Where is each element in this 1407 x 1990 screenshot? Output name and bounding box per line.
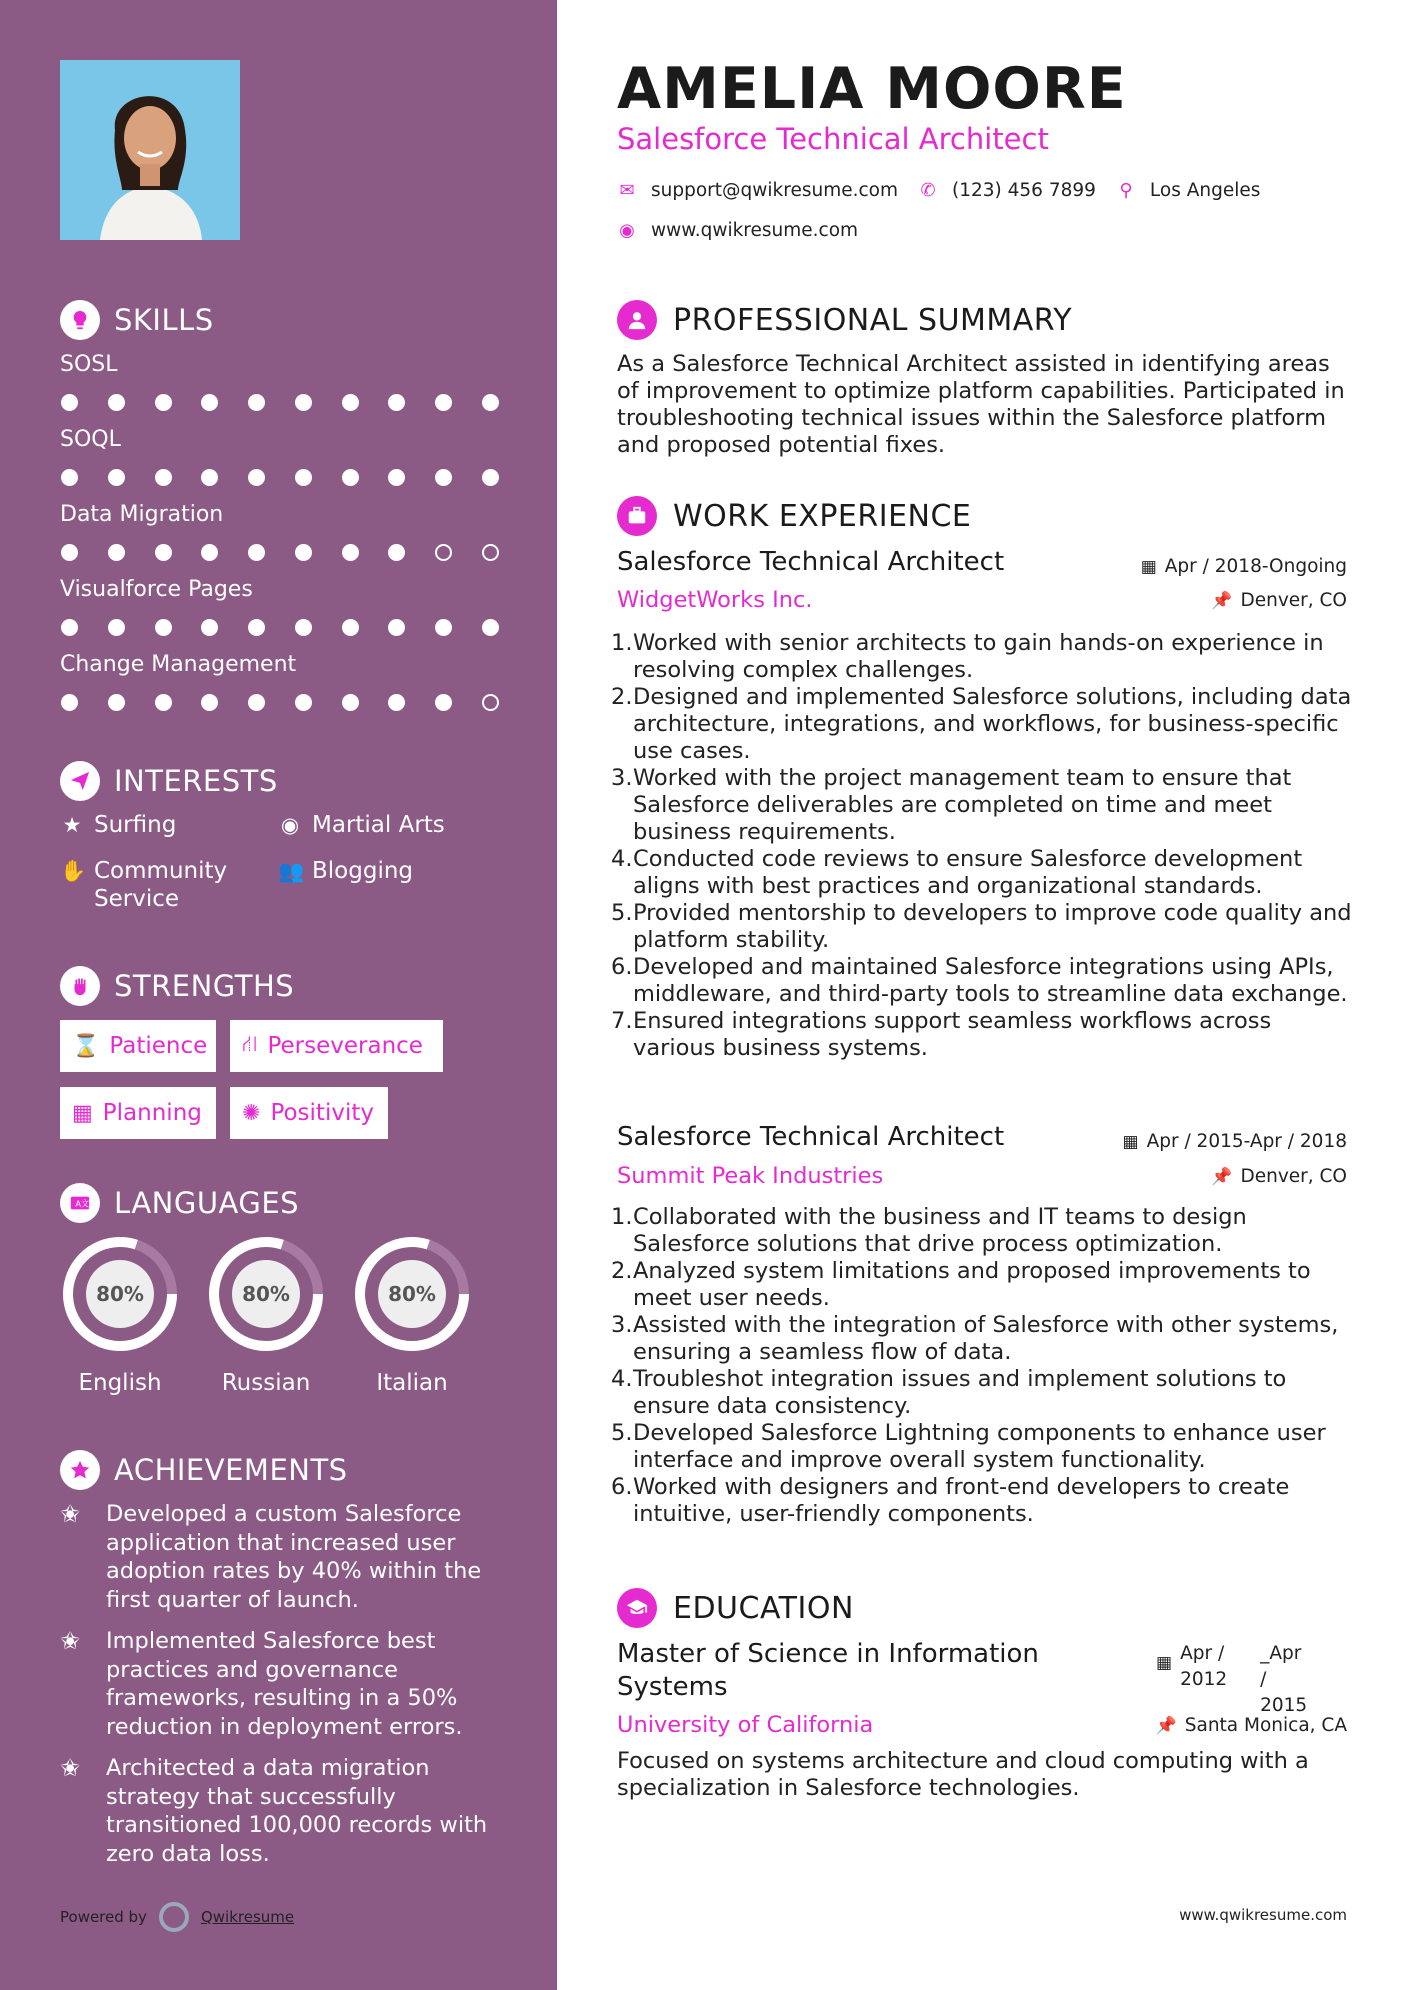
rating-dot bbox=[295, 619, 312, 636]
briefcase-icon bbox=[617, 496, 657, 536]
bullet-text: Developed Salesforce Lightning components to enhance user interface and improve overall system functionality. bbox=[633, 1420, 1326, 1473]
job-location-text: Denver, CO bbox=[1240, 590, 1347, 611]
phone[interactable]: (123) 456 7899 bbox=[952, 180, 1096, 201]
bullet-number: 6. bbox=[611, 1474, 633, 1500]
skills-title: SKILLS bbox=[114, 303, 214, 337]
language-percent: 80% bbox=[96, 1282, 144, 1306]
job-location bbox=[1211, 1166, 1347, 1187]
pin-icon: 📌 bbox=[1211, 1166, 1233, 1187]
rating-dot bbox=[295, 694, 312, 711]
language-name: Italian bbox=[376, 1370, 448, 1396]
bullet-text: Worked with the project management team to ensure that Salesforce deliverables are completed on time and meet business requirements. bbox=[633, 765, 1292, 845]
shooting-star-icon: ✬ bbox=[60, 1627, 81, 1655]
rating-dot bbox=[201, 394, 218, 411]
rating-dot bbox=[61, 544, 78, 561]
language-ring bbox=[352, 1234, 472, 1354]
rating-dot bbox=[295, 469, 312, 486]
job-bullet bbox=[611, 630, 1357, 684]
job-bullet bbox=[611, 1204, 1357, 1258]
rating-dot bbox=[388, 544, 405, 561]
rating-dot bbox=[295, 394, 312, 411]
star-badge-icon bbox=[60, 1450, 100, 1490]
strength-label: Patience bbox=[109, 1033, 208, 1059]
rating-dot bbox=[388, 694, 405, 711]
rating-dot bbox=[388, 394, 405, 411]
language-icon bbox=[60, 1183, 100, 1223]
fist-icon bbox=[60, 966, 100, 1006]
language-name: Russian bbox=[221, 1370, 311, 1396]
strength-badge bbox=[60, 1087, 216, 1139]
users-icon: 👥 bbox=[278, 859, 305, 883]
education-location bbox=[1156, 1715, 1347, 1736]
language-name: English bbox=[78, 1370, 162, 1396]
job-role: Salesforce Technical Architect bbox=[617, 1122, 1005, 1152]
pin-icon: 📌 bbox=[1155, 1715, 1177, 1736]
education-start: Apr / 2012 bbox=[1180, 1643, 1228, 1690]
sidebar bbox=[0, 0, 557, 1990]
hourglass-icon: ⌛ bbox=[72, 1033, 100, 1059]
envelope-icon: ✉ bbox=[619, 180, 635, 201]
bullet-text: Ensured integrations support seamless workflows across various business systems. bbox=[633, 1008, 1272, 1061]
interest-item bbox=[278, 811, 445, 839]
rating-dot bbox=[155, 619, 172, 636]
rating-dot bbox=[435, 619, 452, 636]
sun-icon: ✺ bbox=[242, 1100, 261, 1126]
rating-dot bbox=[108, 544, 125, 561]
rating-dot bbox=[342, 544, 359, 561]
rating-dot bbox=[388, 469, 405, 486]
shooting-star-icon: ✬ bbox=[60, 1754, 81, 1782]
language-ring bbox=[206, 1234, 326, 1354]
skill-item bbox=[60, 427, 500, 486]
shooting-star-icon: ✬ bbox=[60, 1500, 81, 1528]
school: University of California bbox=[617, 1712, 874, 1738]
contact-row bbox=[617, 180, 1260, 201]
job-dates-text: Apr / 2015-Apr / 2018 bbox=[1146, 1131, 1347, 1152]
rating-dot bbox=[248, 544, 265, 561]
rating-dot bbox=[201, 544, 218, 561]
bullet-number: 3. bbox=[611, 1312, 633, 1338]
interests-heading bbox=[60, 761, 278, 801]
skill-rating bbox=[60, 469, 500, 486]
experience-title: WORK EXPERIENCE bbox=[673, 498, 972, 534]
rating-dot bbox=[435, 469, 452, 486]
languages-heading bbox=[60, 1183, 299, 1223]
rating-dot bbox=[482, 469, 499, 486]
rating-dot bbox=[388, 619, 405, 636]
interest-label: Martial Arts bbox=[312, 812, 445, 838]
phone-icon: ✆ bbox=[920, 180, 936, 201]
job-dates-text: Apr / 2018-Ongoing bbox=[1164, 556, 1347, 577]
job-bullet bbox=[611, 900, 1357, 954]
strengths-title: STRENGTHS bbox=[114, 969, 295, 1003]
rating-dot bbox=[108, 694, 125, 711]
summary-text: As a Salesforce Technical Architect assisted in identifying areas of improvement to optimize platform capabilities. Participated in troubleshooting technical issues within the Salesforce platform and proposed potential fixes. bbox=[617, 351, 1345, 458]
bullet-text: Worked with senior architects to gain hands-on experience in resolving complex challenges. bbox=[633, 630, 1324, 683]
language-ring bbox=[60, 1234, 180, 1354]
bullet-text: Assisted with the integration of Salesforce with other systems, ensuring a seamless flow of data. bbox=[633, 1312, 1339, 1365]
svg-text:A文: A文 bbox=[75, 1198, 90, 1209]
website[interactable]: www.qwikresume.com bbox=[651, 220, 859, 241]
skill-name: Change Management bbox=[60, 652, 297, 677]
bullet-text: Provided mentorship to developers to improve code quality and platform stability. bbox=[633, 900, 1352, 953]
rating-dot bbox=[295, 544, 312, 561]
globe-icon: ◉ bbox=[619, 220, 635, 241]
strength-label: Perseverance bbox=[267, 1033, 423, 1059]
rating-dot bbox=[482, 694, 499, 711]
bullet-number: 3. bbox=[611, 765, 633, 791]
rating-dot bbox=[61, 394, 78, 411]
bullet-number: 5. bbox=[611, 900, 633, 926]
pin-icon: 📌 bbox=[1211, 590, 1233, 611]
rating-dot bbox=[342, 619, 359, 636]
rating-dot bbox=[201, 619, 218, 636]
skill-rating bbox=[60, 544, 500, 561]
calendar-icon: ▦ bbox=[1140, 556, 1157, 577]
achievement-item bbox=[60, 1500, 500, 1614]
language-item bbox=[352, 1234, 472, 1396]
bullet-text: Analyzed system limitations and proposed improvements to meet user needs. bbox=[633, 1258, 1311, 1311]
skill-item bbox=[60, 352, 500, 411]
rating-dot bbox=[61, 619, 78, 636]
calendar-icon: ▦ bbox=[72, 1100, 93, 1126]
job-bullet bbox=[611, 1258, 1357, 1312]
strength-label: Planning bbox=[102, 1100, 202, 1126]
user-icon bbox=[617, 300, 657, 340]
education-heading bbox=[617, 1588, 854, 1628]
rating-dot bbox=[61, 694, 78, 711]
bullet-text: Collaborated with the business and IT teams to design Salesforce solutions that drive process optimization. bbox=[633, 1204, 1247, 1257]
rating-dot bbox=[201, 469, 218, 486]
rating-dot bbox=[248, 619, 265, 636]
job-company: WidgetWorks Inc. bbox=[617, 587, 813, 613]
rating-dot bbox=[155, 394, 172, 411]
star-icon: ★ bbox=[62, 813, 82, 837]
rating-dot bbox=[482, 544, 499, 561]
skill-name: Data Migration bbox=[60, 502, 224, 527]
powered-by-label: Powered by bbox=[60, 1908, 147, 1926]
skill-rating bbox=[60, 619, 500, 636]
experience-heading bbox=[617, 496, 971, 536]
job-bullets bbox=[611, 1204, 1357, 1528]
rating-dot bbox=[248, 694, 265, 711]
education-end: _Apr / 2015 bbox=[1260, 1643, 1308, 1716]
skill-name: SOQL bbox=[60, 427, 121, 452]
education-title: EDUCATION bbox=[673, 1590, 854, 1626]
bullet-number: 2. bbox=[611, 684, 633, 710]
achievements-heading bbox=[60, 1450, 348, 1490]
strength-label: Positivity bbox=[270, 1100, 374, 1126]
rating-dot bbox=[61, 469, 78, 486]
skill-name: Visualforce Pages bbox=[60, 577, 253, 602]
rating-dot bbox=[248, 394, 265, 411]
bullet-text: Developed and maintained Salesforce integrations using APIs, middleware, and third-party tools to streamline data exchange. bbox=[633, 954, 1348, 1007]
footer-url[interactable]: www.qwikresume.com bbox=[1179, 1906, 1347, 1924]
education-dates bbox=[1156, 1641, 1312, 1719]
degree: Master of Science in Information Systems bbox=[617, 1639, 1039, 1702]
job-company: Summit Peak Industries bbox=[617, 1163, 884, 1189]
bullet-number: 7. bbox=[611, 1008, 633, 1034]
rating-dot bbox=[108, 394, 125, 411]
interest-label: Blogging bbox=[312, 858, 414, 884]
bullet-text: Conducted code reviews to ensure Salesforce development aligns with best practices and organizational standards. bbox=[633, 846, 1303, 899]
strengths-heading bbox=[60, 966, 294, 1006]
language-item bbox=[60, 1234, 180, 1396]
achievement-text: Implemented Salesforce best practices and governance frameworks, resulting in a 50% reduction in deployment errors. bbox=[106, 1628, 463, 1740]
profile-photo bbox=[60, 60, 240, 240]
job-dates bbox=[1141, 556, 1347, 577]
road-icon: ⛙ bbox=[242, 1032, 258, 1057]
interest-label: Surfing bbox=[94, 812, 177, 838]
skill-item bbox=[60, 652, 500, 711]
powered-by bbox=[60, 1902, 294, 1932]
bullet-number: 4. bbox=[611, 846, 633, 872]
rating-dot bbox=[248, 469, 265, 486]
job-bullet bbox=[611, 846, 1357, 900]
location: Los Angeles bbox=[1149, 180, 1261, 201]
hand-icon: ✋ bbox=[60, 859, 87, 883]
bullet-text: Designed and implemented Salesforce solutions, including data architecture, integrations, and workflows, for business-specific use cases. bbox=[633, 684, 1352, 764]
achievements-title: ACHIEVEMENTS bbox=[114, 1453, 348, 1487]
achievement-item bbox=[60, 1627, 500, 1741]
summary-heading bbox=[617, 300, 1072, 340]
bullet-text: Troubleshot integration issues and implement solutions to ensure data consistency. bbox=[633, 1366, 1287, 1419]
interests-title: INTERESTS bbox=[114, 764, 278, 798]
skill-item bbox=[60, 577, 500, 636]
rating-dot bbox=[108, 469, 125, 486]
bullet-number: 2. bbox=[611, 1258, 633, 1284]
language-percent: 80% bbox=[242, 1282, 290, 1306]
job-bullets bbox=[611, 630, 1357, 1062]
strength-badge bbox=[230, 1087, 388, 1139]
interest-label: Community Service bbox=[94, 858, 228, 912]
bullet-number: 1. bbox=[611, 630, 633, 656]
skill-rating bbox=[60, 694, 500, 711]
rating-dot bbox=[435, 394, 452, 411]
skill-name: SOSL bbox=[60, 352, 118, 377]
job-bullet bbox=[611, 1474, 1357, 1528]
job-bullet bbox=[611, 1420, 1357, 1474]
brand-link[interactable]: Qwikresume bbox=[200, 1908, 295, 1926]
job-role: Salesforce Technical Architect bbox=[617, 547, 1005, 577]
rating-dot bbox=[435, 544, 452, 561]
job-bullet bbox=[611, 765, 1357, 846]
rating-dot bbox=[201, 694, 218, 711]
calendar-icon: ▦ bbox=[1122, 1131, 1139, 1152]
globe-icon: ◉ bbox=[280, 813, 300, 837]
rating-dot bbox=[108, 619, 125, 636]
rating-dot bbox=[342, 469, 359, 486]
calendar-icon: ▦ bbox=[1156, 1653, 1173, 1673]
bullet-number: 5. bbox=[611, 1420, 633, 1446]
candidate-title: Salesforce Technical Architect bbox=[617, 122, 1049, 156]
achievement-text: Developed a custom Salesforce application that increased user adoption rates by 40% within the first quarter of launch. bbox=[106, 1501, 482, 1613]
job-dates bbox=[1123, 1131, 1348, 1152]
achievement-item bbox=[60, 1754, 500, 1868]
bullet-text: Worked with designers and front-end developers to create intuitive, user-friendly components. bbox=[633, 1474, 1290, 1527]
lightbulb-icon bbox=[60, 300, 100, 340]
paper-plane-icon bbox=[60, 761, 100, 801]
languages-title: LANGUAGES bbox=[114, 1186, 300, 1220]
job-bullet bbox=[611, 1366, 1357, 1420]
job-location bbox=[1211, 590, 1347, 611]
rating-dot bbox=[482, 619, 499, 636]
bullet-number: 4. bbox=[611, 1366, 633, 1392]
education-description: Focused on systems architecture and cloud computing with a specialization in Salesforce technologies. bbox=[617, 1748, 1309, 1801]
website-row bbox=[617, 220, 858, 241]
email[interactable]: support@qwikresume.com bbox=[651, 180, 898, 201]
achievement-text: Architected a data migration strategy that successfully transitioned 100,000 records with zero data loss. bbox=[106, 1755, 488, 1867]
skill-item bbox=[60, 502, 500, 561]
map-pin-icon: ⚲ bbox=[1119, 180, 1133, 201]
job-location-text: Denver, CO bbox=[1240, 1166, 1347, 1187]
rating-dot bbox=[155, 469, 172, 486]
rating-dot bbox=[342, 694, 359, 711]
rating-dot bbox=[435, 694, 452, 711]
interest-item bbox=[60, 857, 260, 913]
job-bullet bbox=[611, 954, 1357, 1008]
skill-rating bbox=[60, 394, 500, 411]
job-bullet bbox=[611, 684, 1357, 765]
qwikresume-logo-icon bbox=[159, 1902, 189, 1932]
language-item bbox=[206, 1234, 326, 1396]
bullet-number: 1. bbox=[611, 1204, 633, 1230]
rating-dot bbox=[482, 394, 499, 411]
summary-title: PROFESSIONAL SUMMARY bbox=[673, 302, 1073, 338]
skills-heading bbox=[60, 300, 214, 340]
candidate-name: AMELIA MOORE bbox=[617, 56, 1127, 122]
job-bullet bbox=[611, 1312, 1357, 1366]
education-location-text: Santa Monica, CA bbox=[1184, 1715, 1347, 1736]
graduation-icon bbox=[617, 1588, 657, 1628]
rating-dot bbox=[342, 394, 359, 411]
strength-badge bbox=[230, 1020, 443, 1072]
rating-dot bbox=[155, 694, 172, 711]
language-percent: 80% bbox=[388, 1282, 436, 1306]
interest-item bbox=[60, 811, 176, 839]
job-bullet bbox=[611, 1008, 1357, 1062]
interest-item bbox=[278, 857, 413, 885]
bullet-number: 6. bbox=[611, 954, 633, 980]
strength-badge bbox=[60, 1020, 216, 1072]
rating-dot bbox=[155, 544, 172, 561]
